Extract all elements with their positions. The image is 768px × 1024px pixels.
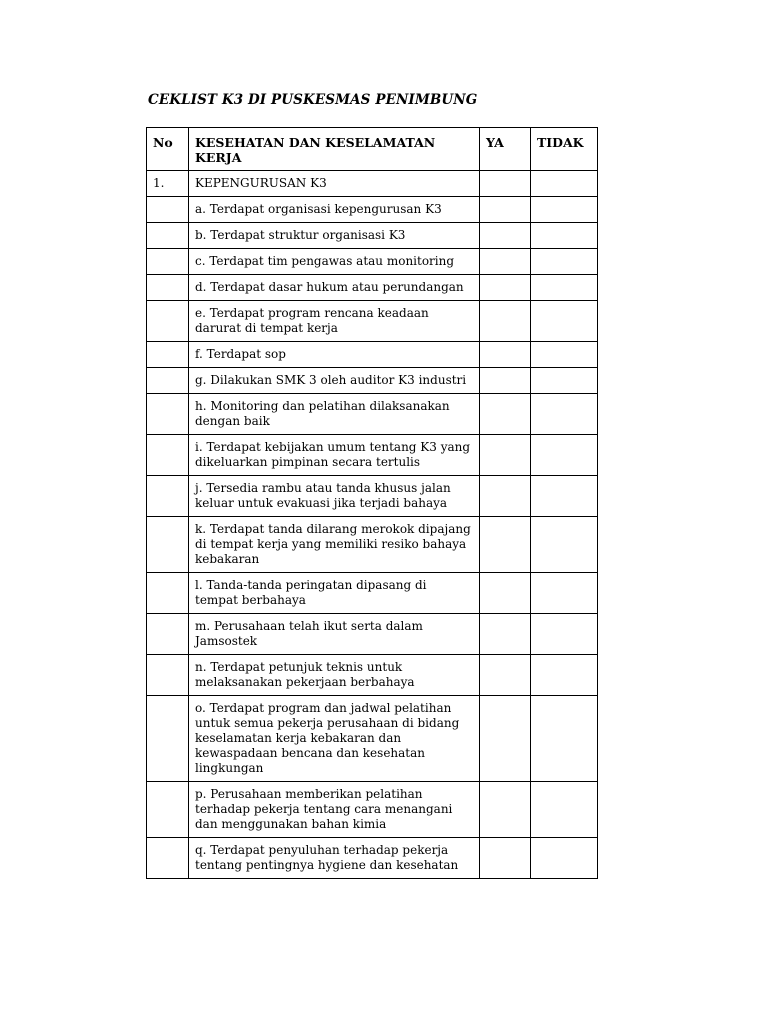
tidak-cell[interactable] bbox=[531, 655, 598, 696]
ya-cell[interactable] bbox=[480, 368, 531, 394]
tidak-cell[interactable] bbox=[531, 197, 598, 223]
row-item: q. Terdapat penyuluhan terhadap pekerja tentang pentingnya hygiene dan kesehatan bbox=[189, 838, 480, 879]
table-row bbox=[147, 301, 598, 342]
tidak-cell[interactable] bbox=[531, 573, 598, 614]
page-title: CEKLIST K3 DI PUSKESMAS PENIMBUNG bbox=[148, 92, 478, 108]
ya-cell[interactable] bbox=[480, 573, 531, 614]
section-label: KEPENGURUSAN K3 bbox=[189, 171, 480, 197]
row-item: l. Tanda-tanda peringatan dipasang di tempat berbahaya bbox=[189, 573, 480, 614]
tidak-cell[interactable] bbox=[531, 435, 598, 476]
row-item: i. Terdapat kebijakan umum tentang K3 yang dikeluarkan pimpinan secara tertulis bbox=[189, 435, 480, 476]
ya-cell[interactable] bbox=[480, 696, 531, 782]
tidak-cell[interactable] bbox=[531, 301, 598, 342]
tidak-cell[interactable] bbox=[531, 171, 598, 197]
row-item: k. Terdapat tanda dilarang merokok dipajang di tempat kerja yang memiliki resiko bahaya kebakaran bbox=[189, 517, 480, 573]
tidak-cell[interactable] bbox=[531, 476, 598, 517]
row-number bbox=[147, 614, 189, 655]
tidak-cell[interactable] bbox=[531, 249, 598, 275]
table-row bbox=[147, 782, 598, 838]
row-number bbox=[147, 301, 189, 342]
section-row bbox=[147, 171, 598, 197]
ya-cell[interactable] bbox=[480, 223, 531, 249]
row-number bbox=[147, 435, 189, 476]
ya-cell[interactable] bbox=[480, 782, 531, 838]
tidak-cell[interactable] bbox=[531, 368, 598, 394]
tidak-cell[interactable] bbox=[531, 838, 598, 879]
row-item: d. Terdapat dasar hukum atau perundangan bbox=[189, 275, 480, 301]
row-number bbox=[147, 696, 189, 782]
table-row bbox=[147, 394, 598, 435]
table-row bbox=[147, 476, 598, 517]
row-item: a. Terdapat organisasi kepengurusan K3 bbox=[189, 197, 480, 223]
row-number bbox=[147, 838, 189, 879]
row-item: e. Terdapat program rencana keadaan darurat di tempat kerja bbox=[189, 301, 480, 342]
table-row bbox=[147, 655, 598, 696]
table-row bbox=[147, 838, 598, 879]
row-item: n. Terdapat petunjuk teknis untuk melaksanakan pekerjaan berbahaya bbox=[189, 655, 480, 696]
row-number bbox=[147, 223, 189, 249]
table-row bbox=[147, 517, 598, 573]
tidak-cell[interactable] bbox=[531, 696, 598, 782]
ya-cell[interactable] bbox=[480, 301, 531, 342]
tidak-cell[interactable] bbox=[531, 614, 598, 655]
tidak-cell[interactable] bbox=[531, 517, 598, 573]
ya-cell[interactable] bbox=[480, 171, 531, 197]
tidak-cell[interactable] bbox=[531, 342, 598, 368]
ya-cell[interactable] bbox=[480, 394, 531, 435]
row-number bbox=[147, 517, 189, 573]
ya-cell[interactable] bbox=[480, 197, 531, 223]
row-item: h. Monitoring dan pelatihan dilaksanakan dengan baik bbox=[189, 394, 480, 435]
row-number bbox=[147, 342, 189, 368]
table-row bbox=[147, 573, 598, 614]
header-tidak: TIDAK bbox=[531, 128, 598, 171]
row-item: g. Dilakukan SMK 3 oleh auditor K3 industri bbox=[189, 368, 480, 394]
row-item: p. Perusahaan memberikan pelatihan terhadap pekerja tentang cara menangani dan menggunakan bahan kimia bbox=[189, 782, 480, 838]
row-number bbox=[147, 782, 189, 838]
table-row bbox=[147, 435, 598, 476]
ya-cell[interactable] bbox=[480, 838, 531, 879]
row-number bbox=[147, 197, 189, 223]
header-row bbox=[147, 128, 598, 171]
ya-cell[interactable] bbox=[480, 476, 531, 517]
ya-cell[interactable] bbox=[480, 517, 531, 573]
tidak-cell[interactable] bbox=[531, 223, 598, 249]
ya-cell[interactable] bbox=[480, 435, 531, 476]
row-item: j. Tersedia rambu atau tanda khusus jalan keluar untuk evakuasi jika terjadi bahaya bbox=[189, 476, 480, 517]
table-row bbox=[147, 275, 598, 301]
row-item: c. Terdapat tim pengawas atau monitoring bbox=[189, 249, 480, 275]
ya-cell[interactable] bbox=[480, 275, 531, 301]
ya-cell[interactable] bbox=[480, 614, 531, 655]
header-item: KESEHATAN DAN KESELAMATAN KERJA bbox=[189, 128, 480, 171]
checklist-table bbox=[146, 127, 598, 879]
ya-cell[interactable] bbox=[480, 655, 531, 696]
table-row bbox=[147, 249, 598, 275]
section-number: 1. bbox=[147, 171, 189, 197]
tidak-cell[interactable] bbox=[531, 394, 598, 435]
ya-cell[interactable] bbox=[480, 342, 531, 368]
header-no: No bbox=[147, 128, 189, 171]
row-number bbox=[147, 249, 189, 275]
row-item: m. Perusahaan telah ikut serta dalam Jamsostek bbox=[189, 614, 480, 655]
table-row bbox=[147, 197, 598, 223]
row-number bbox=[147, 275, 189, 301]
table-row bbox=[147, 342, 598, 368]
row-item: o. Terdapat program dan jadwal pelatihan untuk semua pekerja perusahaan di bidang keselamatan kerja kebakaran dan kewaspadaan bencana dan kesehatan lingkungan bbox=[189, 696, 480, 782]
row-number bbox=[147, 476, 189, 517]
table-row bbox=[147, 614, 598, 655]
table-row bbox=[147, 696, 598, 782]
row-item: f. Terdapat sop bbox=[189, 342, 480, 368]
ya-cell[interactable] bbox=[480, 249, 531, 275]
header-ya: YA bbox=[480, 128, 531, 171]
row-item: b. Terdapat struktur organisasi K3 bbox=[189, 223, 480, 249]
row-number bbox=[147, 368, 189, 394]
row-number bbox=[147, 655, 189, 696]
table-row bbox=[147, 223, 598, 249]
row-number bbox=[147, 573, 189, 614]
tidak-cell[interactable] bbox=[531, 782, 598, 838]
row-number bbox=[147, 394, 189, 435]
table-row bbox=[147, 368, 598, 394]
tidak-cell[interactable] bbox=[531, 275, 598, 301]
